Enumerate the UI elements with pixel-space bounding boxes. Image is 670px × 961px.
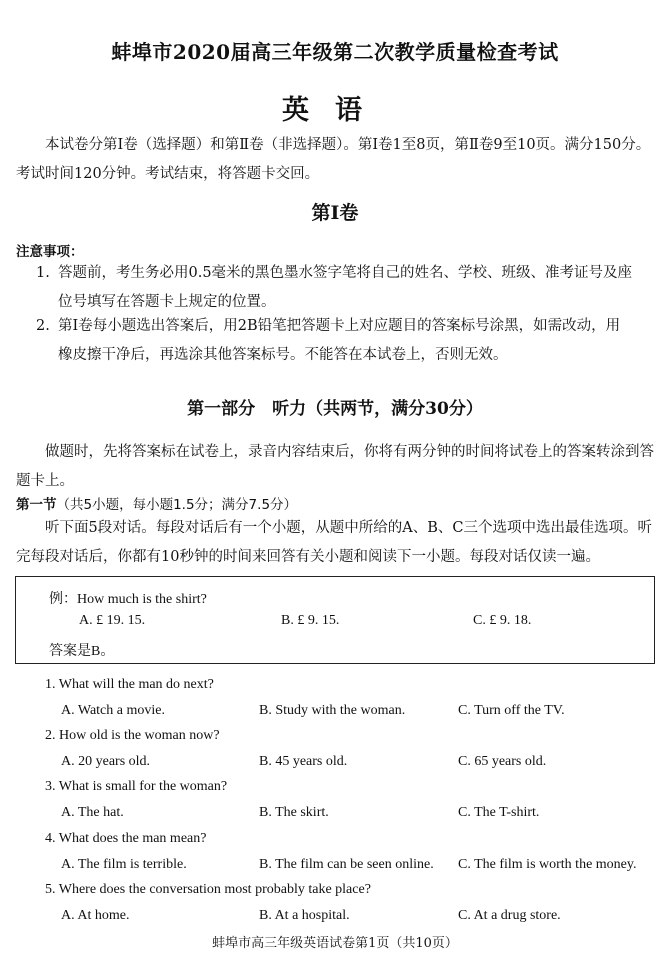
option-b: B. 45 years old. (259, 754, 348, 769)
question-text: 5. Where does the conversation most probably take place? (45, 882, 371, 897)
note-item (36, 312, 658, 370)
option-a: A. At home. (61, 908, 130, 923)
option-c: C. At a drug store. (458, 908, 561, 923)
note-text-line2: 橡皮擦干净后，再选涂其他答案标号。不能答在本试卷上，否则无效。 (58, 347, 508, 363)
question-text: 2. How old is the woman now? (45, 728, 220, 743)
example-answer: 答案是B。 (49, 644, 115, 659)
option-c: C. 65 years old. (458, 754, 547, 769)
option-b: B. The film can be seen online. (259, 857, 434, 872)
note-item (36, 259, 658, 317)
question-text: 4. What does the man mean? (45, 831, 207, 846)
option-c: C. The T-shirt. (458, 805, 540, 820)
example-option-b: B. £ 9. 15. (281, 613, 340, 628)
option-a: A. The film is terrible. (61, 857, 187, 872)
example-question: 例：How much is the shirt? (49, 592, 207, 607)
part-one-title: 第一部分 听力（共两节，满分30分） (187, 399, 483, 419)
option-a: A. The hat. (61, 805, 124, 820)
note-text-line1: 答题前，考生务必用0.5毫米的黑色墨水签字笔将自己的姓名、学校、班级、准考证号及座 (58, 265, 633, 281)
example-box (15, 576, 655, 664)
notes-heading: 注意事项： (16, 244, 84, 260)
section-heading (16, 493, 297, 513)
option-c: C. Turn off the TV. (458, 703, 565, 718)
question-text: 1. What will the man do next? (45, 677, 214, 692)
volume-title: 第Ⅰ卷 (311, 202, 359, 224)
example-option-a: A. £ 19. 15. (79, 613, 146, 628)
part-instruction: 做题时，先将答案标在试卷上，录音内容结束后，你将有两分钟的时间将试卷上的答案转涂到答题卡上。 (16, 444, 654, 489)
note-text-line2: 位号填写在答题卡上规定的位置。 (58, 294, 276, 310)
subject-title: 英语 (282, 95, 388, 126)
option-b: B. The skirt. (259, 805, 329, 820)
section-instruction: 听下面5段对话。每段对话后有一个小题，从题中所给的A、B、C三个选项中选出最佳选项。听完每段对话后，你都有10秒钟的时间来回答有关小题和阅读下一小题。每段对话仅读一遍。 (16, 520, 652, 565)
note-text-line1: 第Ⅰ卷每小题选出答案后，用2B铅笔把答题卡上对应题目的答案标号涂黑，如需改动，用 (58, 318, 621, 334)
note-number: 1. (36, 265, 50, 281)
option-a: A. 20 years old. (61, 754, 151, 769)
option-c: C. The film is worth the money. (458, 857, 637, 872)
section-rule: （共5小题，每小题1.5分；满分7.5分） (56, 497, 298, 513)
exam-title: 蚌埠市2020届高三年级第二次教学质量检查考试 (111, 40, 559, 64)
note-number: 2. (36, 318, 50, 334)
example-option-c: C. £ 9. 18. (473, 613, 532, 628)
question-text: 3. What is small for the woman? (45, 779, 228, 794)
option-b: B. Study with the woman. (259, 703, 406, 718)
section-label: 第一节 (16, 497, 57, 513)
intro-paragraph: 本试卷分第Ⅰ卷（选择题）和第Ⅱ卷（非选择题）。第Ⅰ卷1至8页，第Ⅱ卷9至10页。满分150分。考试时间120分钟。考试结束，将答题卡交回。 (16, 137, 651, 182)
option-a: A. Watch a movie. (61, 703, 165, 718)
option-b: B. At a hospital. (259, 908, 350, 923)
page-footer: 蚌埠市高三年级英语试卷第1页（共10页） (212, 936, 458, 951)
